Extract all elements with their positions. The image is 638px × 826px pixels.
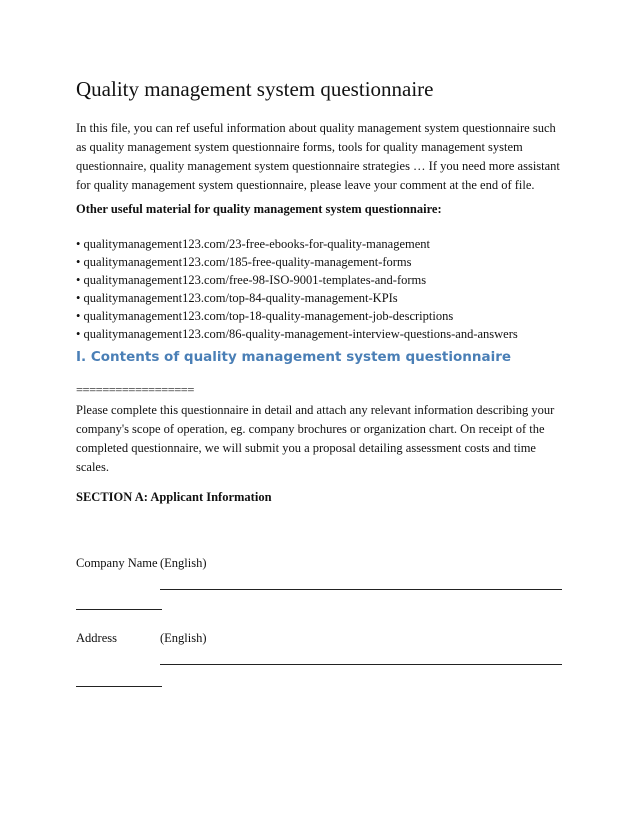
resource-link[interactable]: • qualitymanagement123.com/top-84-quality-management-KPIs [76, 289, 518, 307]
field-language: (English) [160, 556, 207, 570]
resource-link[interactable]: • qualitymanagement123.com/23-free-ebooks-for-quality-management [76, 235, 518, 253]
field-language: (English) [160, 631, 207, 645]
intro-paragraph: In this file, you can ref useful information about quality management system questionnaire such as quality management system questionnaire forms, tools for quality management system questionnaire, quality management system questionnaire strategies … If you need more assistant for quality management system questionnaire, please leave your comment at the end of file. [76, 121, 560, 192]
contents-section-heading: I. Contents of quality management system questionnaire [76, 349, 512, 365]
company-name-fill-line-continued[interactable] [76, 609, 162, 610]
field-label: Company Name [76, 556, 158, 570]
field-label: Address [76, 631, 117, 645]
resource-link[interactable]: • qualitymanagement123.com/185-free-quality-management-forms [76, 253, 518, 271]
separator-line: ================== [76, 383, 194, 397]
address-fill-line-continued[interactable] [76, 686, 162, 687]
address-fill-line[interactable] [160, 664, 562, 665]
section-a-heading: SECTION A: Applicant Information [76, 490, 272, 504]
instructions-paragraph: Please complete this questionnaire in detail and attach any relevant information describing your company's scope of operation, eg. company brochures or organization chart. On receipt of the completed questionnaire, we will submit you a proposal detailing assessment costs and time scales. [76, 403, 555, 474]
resource-link[interactable]: • qualitymanagement123.com/86-quality-management-interview-questions-and-answers [76, 325, 518, 343]
document-title: Quality management system questionnaire [76, 77, 434, 101]
resource-link[interactable]: • qualitymanagement123.com/top-18-quality-management-job-descriptions [76, 307, 518, 325]
other-material-heading: Other useful material for quality management system questionnaire: [76, 202, 442, 216]
resource-link-list [76, 235, 518, 343]
company-name-fill-line[interactable] [160, 589, 562, 590]
resource-link[interactable]: • qualitymanagement123.com/free-98-ISO-9001-templates-and-forms [76, 271, 518, 289]
